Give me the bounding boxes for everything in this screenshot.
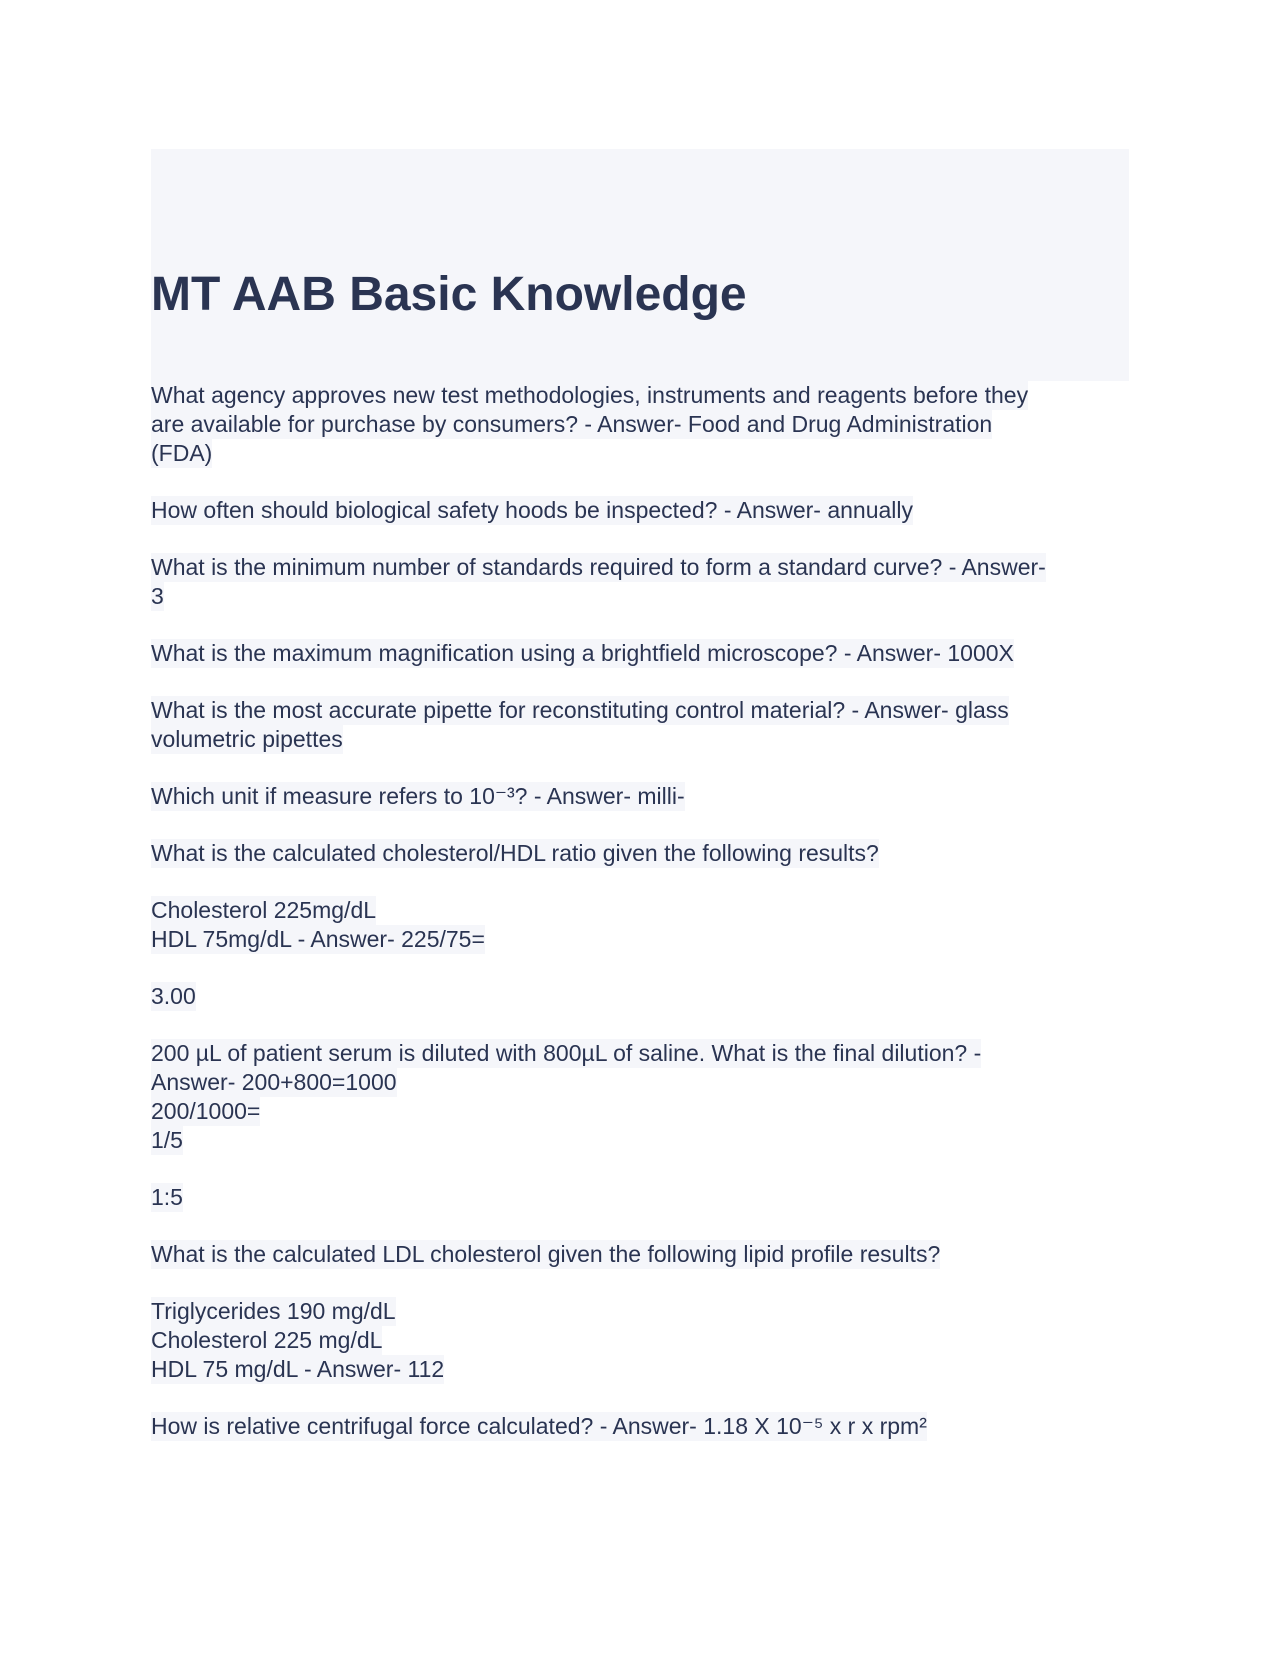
- paragraph: [151, 782, 1129, 811]
- paragraph: [151, 1240, 1129, 1269]
- paragraph: [151, 696, 1129, 754]
- text-line: (FDA): [151, 440, 213, 466]
- text-line: Cholesterol 225 mg/dL: [151, 1327, 383, 1353]
- text-line: are available for purchase by consumers? - Answer- Food and Drug Administration: [151, 411, 993, 437]
- text-line: How is relative centrifugal force calculated? - Answer- 1.18 X 10⁻⁵ x r x rpm²: [151, 1413, 927, 1439]
- text-line: What is the calculated LDL cholesterol given the following lipid profile results?: [151, 1241, 941, 1267]
- text-line: 3.00: [151, 983, 196, 1009]
- paragraph: [151, 639, 1129, 668]
- text-line: HDL 75 mg/dL - Answer- 112: [151, 1356, 445, 1382]
- paragraph: [151, 1297, 1129, 1384]
- paragraph: [151, 982, 1129, 1011]
- paragraph: [151, 896, 1129, 954]
- text-line: volumetric pipettes: [151, 726, 343, 752]
- text-line: Answer- 200+800=1000: [151, 1069, 397, 1095]
- paragraph: [151, 839, 1129, 868]
- text-line: Triglycerides 190 mg/dL: [151, 1298, 396, 1324]
- document-content: [151, 381, 1129, 1441]
- text-line: 1/5: [151, 1127, 183, 1153]
- text-line: What is the calculated cholesterol/HDL ratio given the following results?: [151, 840, 879, 866]
- paragraph: [151, 553, 1129, 611]
- text-line: Which unit if measure refers to 10⁻³? - Answer- milli-: [151, 783, 685, 809]
- text-line: 3: [151, 583, 164, 609]
- paragraph: [151, 496, 1129, 525]
- text-line: 200/1000=: [151, 1098, 261, 1124]
- paragraph: [151, 1183, 1129, 1212]
- text-line: 1:5: [151, 1184, 183, 1210]
- paragraph: [151, 1039, 1129, 1155]
- text-line: HDL 75mg/dL - Answer- 225/75=: [151, 926, 485, 952]
- text-line: What is the minimum number of standards required to form a standard curve? - Answer-: [151, 554, 1046, 580]
- text-line: What agency approves new test methodologies, instruments and reagents before they: [151, 382, 1029, 408]
- document-page: [151, 149, 1129, 1469]
- text-line: What is the most accurate pipette for reconstituting control material? - Answer- glass: [151, 697, 1009, 723]
- text-line: Cholesterol 225mg/dL: [151, 897, 377, 923]
- text-line: What is the maximum magnification using a brightfield microscope? - Answer- 1000X: [151, 640, 1014, 666]
- document-title: MT AAB Basic Knowledge: [151, 268, 747, 321]
- text-line: How often should biological safety hoods be inspected? - Answer- annually: [151, 497, 914, 523]
- paragraph: [151, 381, 1129, 468]
- title-block: [151, 149, 1129, 381]
- text-line: 200 µL of patient serum is diluted with 800µL of saline. What is the final dilution? -: [151, 1040, 982, 1066]
- paragraph: [151, 1412, 1129, 1441]
